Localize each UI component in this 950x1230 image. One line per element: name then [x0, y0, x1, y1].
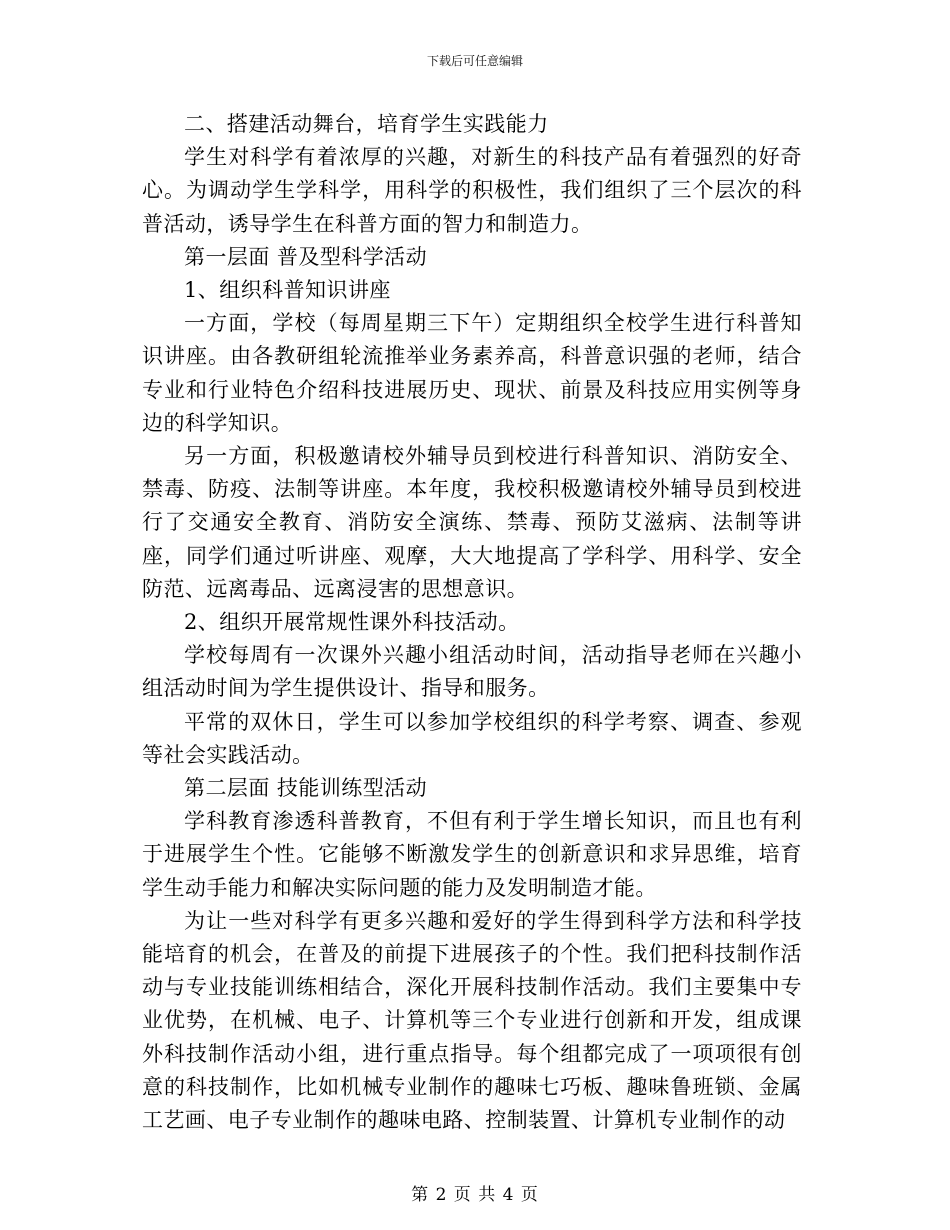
item-heading: 1、组织科普知识讲座: [184, 278, 391, 303]
paragraph: 一方面，学校（每周星期三下午）定期组织全校学生进行科普知识讲座。由各教研组轮流推举业务素养高，科普意识强的老师，结合专业和行业特色介绍科技进展历史、现状、前景及科技应用实例等身边的科学知识。: [142, 311, 802, 435]
subsection-heading: 第一层面 普及型科学活动: [184, 244, 428, 269]
section-heading: 二、搭建活动舞台，培育学生实践能力: [184, 112, 549, 136]
paragraph: 另一方面，积极邀请校外辅导员到校进行科普知识、消防安全、禁毒、防疫、法制等讲座。本年度，我校积极邀请校外辅导员到校进行了交通安全教育、消防安全演练、禁毒、预防艾滋病、法制等讲座，同学们通过听讲座、观摩，大大地提高了学科学、用科学、安全防范、远离毒品、远离浸害的思想意识。: [142, 444, 802, 601]
paragraph: 平常的双休日，学生可以参加学校组织的科学考察、调查、参观等社会实践活动。: [142, 709, 802, 767]
paragraph: 学校每周有一次课外兴趣小组活动时间，活动指导老师在兴趣小组活动时间为学生提供设计、指导和服务。: [142, 643, 802, 701]
page-number: 第 2 页 共 4 页: [411, 1185, 539, 1205]
item-heading: 2、组织开展常规性课外科技活动。: [184, 610, 520, 635]
paragraph: 学科教育渗透科普教育，不但有利于学生增长知识，而且也有利于进展学生个性。它能够不断激发学生的创新意识和求异思维，培育学生动手能力和解决实际问题的能力及发明制造才能。: [142, 809, 802, 900]
paragraph: 为让一些对科学有更多兴趣和爱好的学生得到科学方法和科学技能培育的机会，在普及的前提下进展孩子的个性。我们把科技制作活动与专业技能训练相结合，深化开展科技制作活动。我们主要集中专业优势，在机械、电子、计算机等三个专业进行创新和开发，组成课外科技制作活动小组，进行重点指导。每个组都完成了一项项很有创意的科技制作，比如机械专业制作的趣味七巧板、趣味鲁班锁、金属工艺画、电子专业制作的趣味电路、控制装置、计算机专业制作的动: [142, 908, 802, 1133]
paragraph: 学生对科学有着浓厚的兴趣，对新生的科技产品有着强烈的好奇心。为调动学生学科学，用科学的积极性，我们组织了三个层次的科普活动，诱导学生在科普方面的智力和制造力。: [142, 145, 802, 236]
subsection-heading: 第二层面 技能训练型活动: [184, 776, 428, 801]
page-header-note: 下载后可任意编辑: [426, 54, 523, 68]
document-body: [142, 108, 802, 1137]
